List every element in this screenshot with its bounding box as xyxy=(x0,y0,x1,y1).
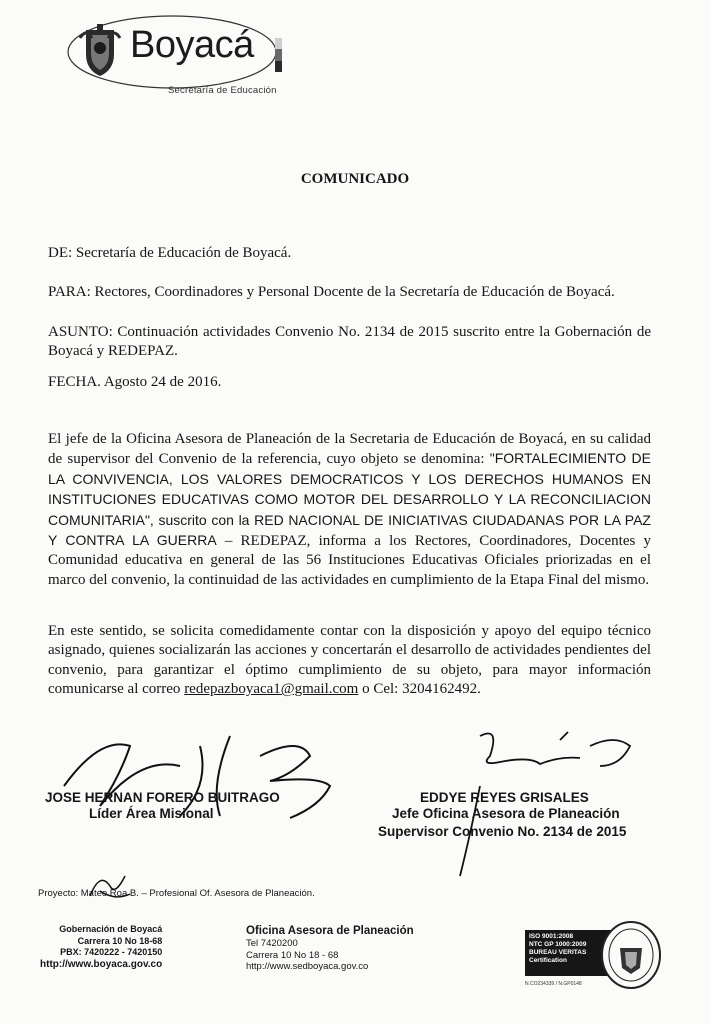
cert-line-2: NTC GP 1000:2009 xyxy=(529,941,587,948)
document-title: COMUNICADO xyxy=(300,171,410,187)
brand-name: Boyacá xyxy=(130,24,254,66)
cert-line-1: ISO 9001:2008 xyxy=(529,933,574,940)
body-intro: El jefe de la Oficina Asesora de Planeación de la Secretaria de Educación de Boyacá, en su calidad de supervisor del Convenio de la referencia, cuyo objeto se denomina: xyxy=(48,431,651,468)
closing-text: En este sentido, se solicita comedidamente contar con la disposición y apoyo del equipo técnico asignado, quienes socializarán las acciones y concertarán el desarrollo de actividades pendientes del convenio, para garantizar el óptimo cumplimiento de su objeto, para mayor información comunicarse al correo xyxy=(48,623,651,698)
convenio-object-quote: "FORTALECIMIENTO DE LA CONVIVENCIA, LOS VALORES DEMOCRATICOS Y LOS DERECHOS HUMANOS EN INSTITUCIONES EDUCATIVAS COMO MOTOR DEL DESARROLLO Y LA RECONCILIACION COMUNITARIA", suscrito con la RED NACIONAL DE INICIATIVAS CIUDADANAS POR LA PAZ Y CONTRA LA GUERRA xyxy=(48,450,651,549)
footer-office-address: Carrera 10 No 18 - 68 xyxy=(246,949,339,961)
to-line: PARA: Rectores, Coordinadores y Personal Docente de la Secretaría de Educación de Boyacá. xyxy=(48,284,615,300)
body-paragraph xyxy=(48,430,651,590)
footer-gobernacion-name: Gobernación de Boyacá xyxy=(59,924,163,934)
bureau-veritas-seal-icon xyxy=(600,920,662,990)
closing-phone: o Cel: 3204162492. xyxy=(358,681,481,698)
from-line: DE: Secretaría de Educación de Boyacá. xyxy=(48,245,292,261)
closing-paragraph xyxy=(48,622,651,700)
footer-office-url[interactable]: http://www.sedboyaca.gov.co xyxy=(246,961,369,972)
body-continuation: – REDEPAZ, informa a los Rectores, Coordinadores, Docentes y Comunidad educativa en general de las 56 Instituciones Educativas Oficiales priorizadas en el marco del convenio, la continuidad de las actividades en cumplimiento de la Etapa Final del mismo. xyxy=(48,533,652,588)
date-line: FECHA. Agosto 24 de 2016. xyxy=(48,374,222,390)
signer-right-role-2: Supervisor Convenio No. 2134 de 2015 xyxy=(378,824,627,839)
footer-gobernacion-phone: PBX: 7420222 - 7420150 xyxy=(60,947,163,957)
prepared-by-note: Proyecto: Mateo Roa B. – Profesional Of. Asesora de Planeación. xyxy=(38,888,315,899)
initials-scribble xyxy=(80,866,140,906)
signer-left-role: Líder Área Misional xyxy=(89,806,214,821)
brand-subtitle: Secretaría de Educación xyxy=(168,85,277,96)
subject-line: ASUNTO: Continuación actividades Convenio No. 2134 de 2015 suscrito entre la Gobernación de Boyacá y REDEPAZ. xyxy=(48,324,651,360)
flag-icon xyxy=(275,38,282,72)
footer-office-title: Oficina Asesora de Planeación xyxy=(246,925,414,937)
footer-gobernacion-url[interactable]: http://www.boyaca.gov.co xyxy=(40,958,163,970)
footer-office xyxy=(246,924,414,973)
coat-of-arms-icon xyxy=(78,24,122,80)
signer-right-name: EDDYE REYES GRISALES xyxy=(420,790,589,805)
signer-right-role: Jefe Oficina Asesora de Planeación xyxy=(392,806,620,821)
certification-code: N.CO234339 / N.GP0148 xyxy=(525,981,582,987)
cert-line-3: BUREAU VERITAS xyxy=(529,949,587,956)
email-link[interactable]: redepazboyaca1@gmail.com xyxy=(184,681,359,698)
signer-left-name: JOSE HERNAN FORERO BUITRAGO xyxy=(45,790,280,805)
footer-gobernacion xyxy=(40,924,162,970)
cert-line-4: Certification xyxy=(529,957,567,964)
footer-office-phone: Tel 7420200 xyxy=(246,938,298,949)
footer-gobernacion-address: Carrera 10 No 18-68 xyxy=(77,935,163,946)
